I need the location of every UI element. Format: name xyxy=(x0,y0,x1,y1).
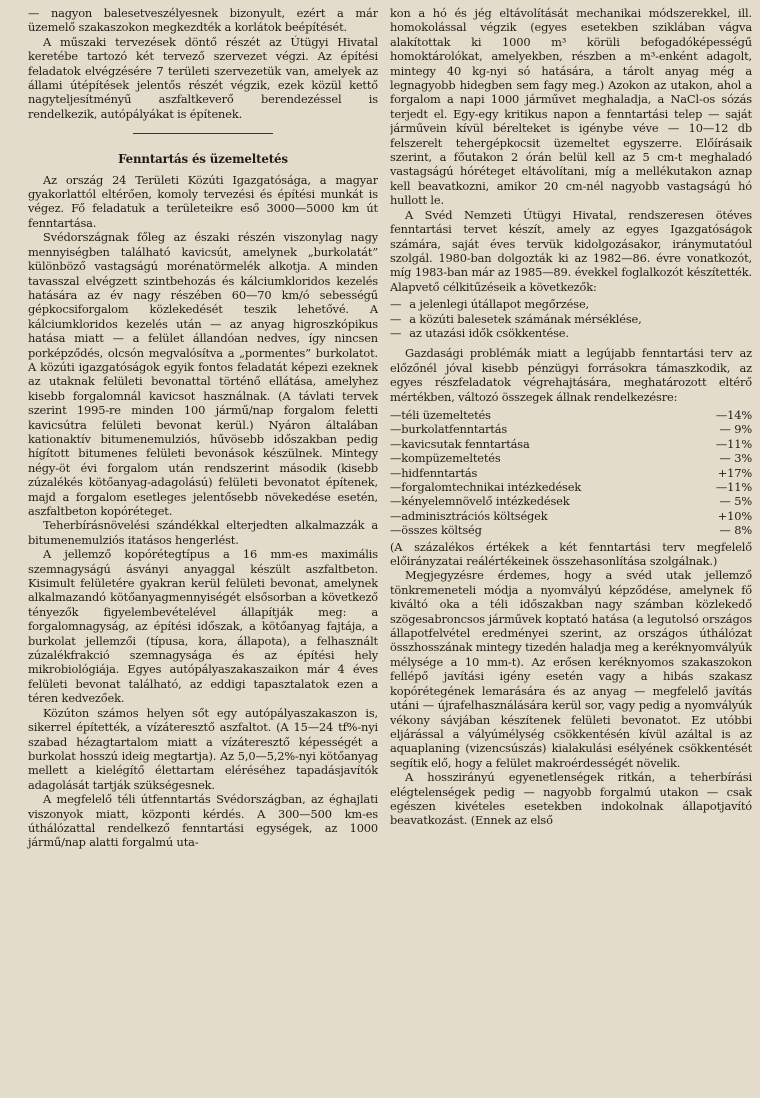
budget-value: — 9% xyxy=(719,422,752,437)
paragraph: Svédországnak főleg az északi részén viszonylag nagy mennyiségben található kavicsút, amelynek „burkolatát” különböző vastagságú morénatörmelék alkotja. A minden tavasszal elvégzett szintbehozás és kálciumkloridos kezelés hatására az év nagy részében 60—70 km/ó sebességű gépkocsiforgalom közlekedését teszik lehetővé. A kálciumkloridos kezelés után — az anyag higroszkópikus hatása miatt — a felület állandóan nedves, így nincsen porképződés, olcsón megvalósítva a „pormentes” burkolatot. A közúti igazgatóságok egyik fontos feladatát képezi ezeknek az utaknak felületi bevonattal történő ellátása, amelyhez kisebb forgalomnál kavicsot használnak. (A távlati tervek szerint 1995-re minden 100 jármű/nap forgalom feletti kavicsútra felületi bevonat kerül.) Nyáron általában kationaktív bitumenemulziós, hűvösebb időszakban pedig hígított bitumenes felületi bevonások készülnek. Mintegy négy-öt évi forgalom után rendszerint második (kisebb zúzalékés kötőanyag-adagolású) felületi bevonatot építenek, majd a forgalom esetleges jelentősebb növekedése esetén, aszfaltbeton kopóréteget. xyxy=(28,230,378,518)
paragraph: A Svéd Nemzeti Útügyi Hivatal, rendszeresen ötéves fenntartási tervet készít, amely az egyes Igazgatóságok számára, saját éves tervük kidolgozásakor, iránymutatóul szolgál. 1980-ban dolgozták ki az 1982—86. évre vonatkozót, míg 1983-ban már az 1985—89. évekkel foglalkozót készítették. Alapvető célkitűzéseik a következők: xyxy=(390,207,752,294)
table-row: — burkolatfenntartás — 9% xyxy=(390,422,752,437)
budget-value: —11% xyxy=(715,436,752,451)
table-row: — kompüzemeltetés — 3% xyxy=(390,451,752,466)
budget-table xyxy=(390,408,752,538)
paragraph: (A százalékos értékek a két fenntartási terv megfelelő előirányzatai reálértékeinek összehasonlítása szolgálnak.) xyxy=(390,539,752,569)
budget-value: —14% xyxy=(715,407,752,422)
paragraph: kon a hó és jég eltávolítását mechanikai módszerekkel, ill. homokolással végzik (egyes esetekben sziklában vágva alakítottak ki 1000 m³ körüli befogadóképességű homoktárolókat, amelyekben, részben a m³-enként adagolt, mintegy 40 kg-nyi só hatására, a tárolt anyag még a legnagyobb hidegben sem fagy meg.) Azokon az utakon, ahol a forgalom a napi 1000 járművet meghaladja, a NaCl-os sózás terjedt el. Egy-egy kritikus napon a fenntartási telep — saját járművein kívül bérelteket is igénybe véve — 10—12 db felszerelt tehergépkocsit üzemeltet egyszerre. Előírásaik szerint, a főutakon 2 órán belül kell az 5 cm-t meghaladó vastagságú hóréteget eltávolítani, míg a mellékutakon aznap kell beavatkozni, amikor 20 cm-nél nagyobb vastagságú hó hullott le. xyxy=(390,6,752,208)
table-row: — összes költség — 8% xyxy=(390,523,752,538)
table-row: — kavicsutak fenntartása —11% xyxy=(390,436,752,451)
budget-label: téli üzemeltetés xyxy=(401,407,491,422)
paragraph: Közúton számos helyen sőt egy autópályaszakaszon is, sikerrel építették, a vízáteresztő aszfaltot. (A 15—24 tf%-nyi szabad hézagtartalom miatt a vízáteresztő képességét a burkolat hosszú ideig megtartja). Az 5,0—5,2%-nyi kötőanyag mellett a kielégítő élettartam eléréséhez tapadásjavítók adagolását tartják szükségesnek. xyxy=(28,705,378,792)
paragraph: A műszaki tervezések döntő részét az Útügyi Hivatal keretébe tartozó két tervező szervezet végzi. Az építési feladatok elvégzésére 7 területi szervezetük van, amelyek az állami útépítések jelentős részét végzik, ezek közül kettő nagyteljesítményű aszfaltkeverő berendezéssel is rendelkezik, autópályákat is építenek. xyxy=(28,34,378,121)
budget-label: hidfenntartás xyxy=(401,465,478,480)
paragraph: Teherbírásnövelési szándékkal elterjedten alkalmazzák a bitumenemulziós itatásos hengerlést. xyxy=(28,518,378,547)
paragraph: A hosszirányú egyenetlenségek ritkán, a teherbírási elégtelenségek pedig — nagyobb forgalmú utakon — csak egészen kivételes esetekben indokolnak állapotjavító beavatkozást. (Ennek az első xyxy=(390,770,752,828)
budget-value: +10% xyxy=(717,508,752,523)
budget-label: forgalomtechnikai intézkedések xyxy=(401,480,582,494)
budget-label: kompüzemeltetés xyxy=(401,451,501,466)
budget-value: — 5% xyxy=(719,494,752,509)
goal-text: az utazási idők csökkentése. xyxy=(409,325,569,340)
paragraph: — nagyon balesetveszélyesnek bizonyult, ezért a már üzemelő szakaszokon megkezdték a korlátok beépítését. xyxy=(28,6,378,35)
list-item: — a jelenlegi útállapot megőrzése, xyxy=(390,297,590,312)
table-row: — kényelemnövelő intézkedések — 5% xyxy=(390,494,752,509)
budget-value: — 3% xyxy=(719,451,752,466)
goal-text: a jelenlegi útállapot megőrzése, xyxy=(409,297,590,312)
table-row: — hidfenntartás +17% xyxy=(390,465,752,480)
section-heading: Fenntartás és üzemeltetés xyxy=(118,152,288,167)
goals-list xyxy=(390,297,752,340)
budget-value: +17% xyxy=(717,465,752,480)
left-column xyxy=(8,6,378,1098)
paragraph: A jellemző kopórétegtípus a 16 mm-es maximális szemnagyságú ásványi anyaggal készült aszfaltbeton. Kisimult felületére gyakran kerül felületi bevonat, amelynek alkalmazandó kötőanyagmennyiségét elsősorban a következő tényezők figyelembevételével állapítják meg: a forgalomnagyság, az építési időszak, a kötőanyag fajtája, a burkolat jellemzői (típusa, kora, állapota), a felhasznált zúzalékfrakció szemnagysága és az építési hely mikrobiológiája. Egyes autópályaszakaszaikon már 4 éves felületi bevonat található, az eddigi tapasztalatok ezen a téren kedvezőek. xyxy=(28,547,378,706)
budget-label: összes költség xyxy=(401,523,482,538)
paragraph: Az ország 24 Területi Közúti Igazgatósága, a magyar gyakorlattól eltérően, komoly tervezési és építési munkát is végez. Fő feladatuk a területeikre eső 3000—5000 km út fenntartása. xyxy=(28,172,378,230)
paragraph: A megfelelő téli útfenntartás Svédországban, az éghajlati viszonyok miatt, központi kérdés. A 300—500 km-es úthálózattal rendelkező fenntartási egységek, az 1000 jármű/nap alatti forgalmú uta- xyxy=(28,792,378,850)
budget-label: kavicsutak fenntartása xyxy=(401,436,530,451)
budget-value: — 8% xyxy=(719,523,752,538)
section-divider xyxy=(133,133,273,134)
table-row: — téli üzemeltetés —14% xyxy=(390,407,752,422)
right-column xyxy=(390,6,752,1098)
list-item: — az utazási idők csökkentése. xyxy=(390,325,569,340)
paragraph: Gazdasági problémák miatt a legújabb fenntartási terv az előzőnél jóval kisebb pénzügyi forrásokra támaszkodik, az egyes részfeladatok végrehajtására, meghatározott eltérő mértékben, változó összegek állnak rendelkezésre: xyxy=(390,346,752,404)
paragraph: Megjegyzésre érdemes, hogy a svéd utak jellemző tönkremeneteli módja a nyomvályú képződése, amelynek fő kiváltó oka a téli időszakban nagy számban közlekedő szögesabroncsos járművek koptató hatása (a legutolsó országos állapotfelvétel eredményei szerint, az országos úthálózat összhosszának mintegy tizedén haladja meg a keréknyomvályúk mélysége a 10 mm-t). Az erősen keréknyomos szakaszokon fellépő javítási igény esetén vagy a hibás szakasz kopórétegének lemarására és az anyag — megfelelő javítás utáni — újrafelhasználására kerül sor, vagy pedig a nyomvályúk vékony sávjában készítenek felületi bevonatot. Ez utóbbi eljárással a vályúmélység csökkentésén kívül azáltal is az aquaplaning (vizencsúszás) kialakulási esélyének csökkentését segítik elő, hogy a felület makroérdességét növelik. xyxy=(390,568,752,770)
table-row: — forgalomtechnikai intézkedések —11% xyxy=(390,480,752,494)
goal-text: a közúti balesetek számának mérséklése, xyxy=(409,311,642,326)
budget-value: —11% xyxy=(715,480,752,494)
list-item: — a közúti balesetek számának mérséklése, xyxy=(390,311,642,326)
budget-label: burkolatfenntartás xyxy=(401,422,508,437)
table-row: — adminisztrációs költségek +10% xyxy=(390,508,752,523)
budget-label: adminisztrációs költségek xyxy=(401,508,548,523)
budget-label: kényelemnövelő intézkedések xyxy=(401,494,570,509)
